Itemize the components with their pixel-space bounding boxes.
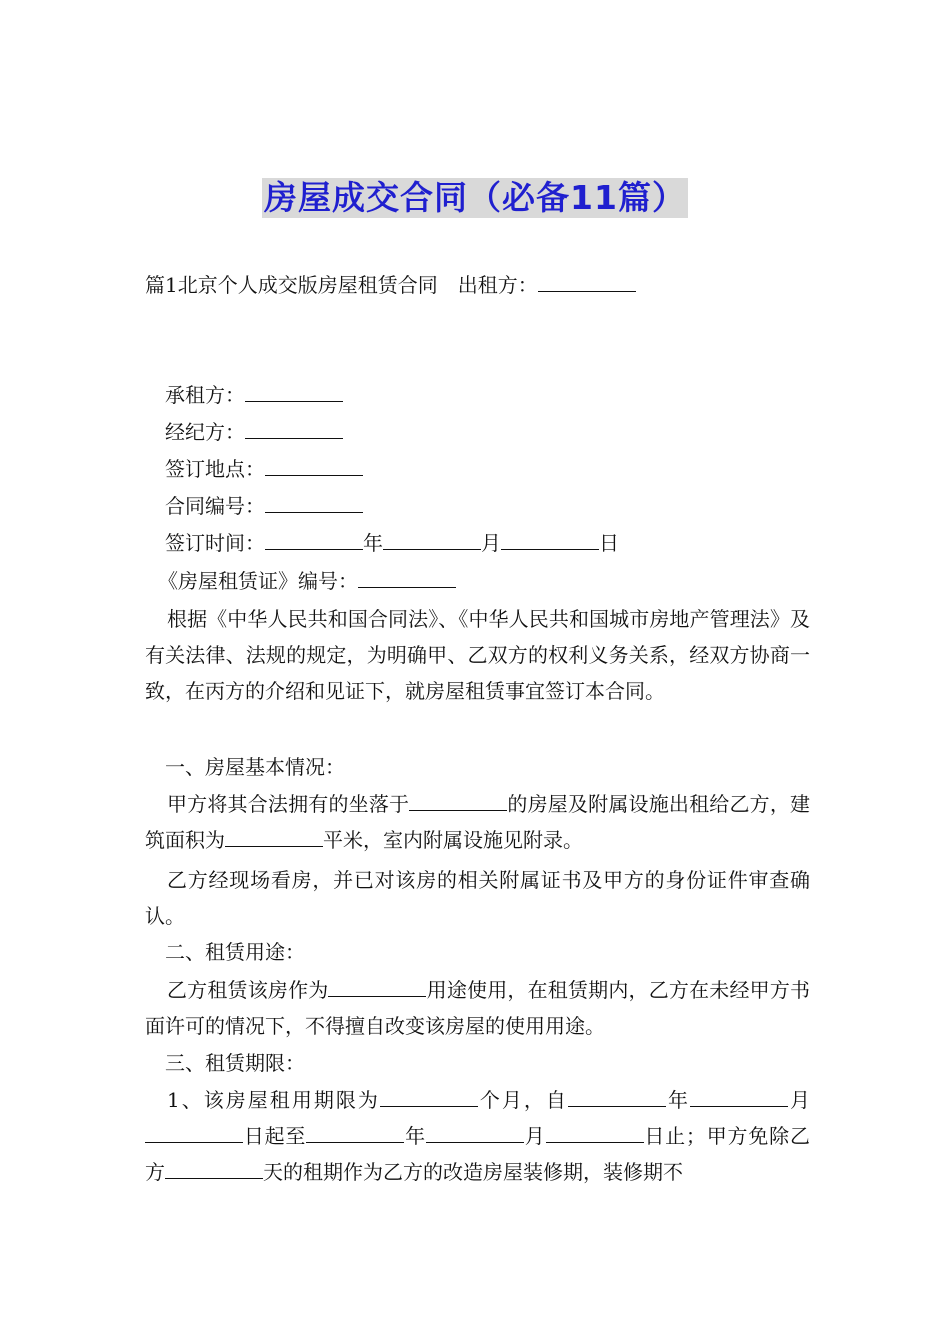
section3-p1-i: 天的租期作为乙方的改造房屋装修期，装修期不 [263, 1160, 683, 1184]
end-year-blank [306, 1122, 404, 1143]
start-day-blank [145, 1122, 243, 1143]
end-month-blank [426, 1122, 524, 1143]
lessor-blank [538, 271, 636, 292]
first-line [145, 270, 636, 300]
section2-p1-b: 用途使用，在租赁期内，乙方在未经甲方书面许可的情况下，不得擅自改变该房屋的使用用途。 [145, 978, 811, 1038]
sign-month-blank [383, 529, 481, 550]
field-location-label: 签订地点： [165, 457, 265, 481]
section3-p1-f: 年 [404, 1124, 426, 1148]
section3-p1-e: 日起至 [243, 1124, 307, 1148]
field-lessee-label: 承租方： [165, 383, 245, 407]
section1-heading: 一、房屋基本情况： [165, 755, 345, 779]
field-location [165, 454, 363, 484]
section1-p1-c: 平米，室内附属设施见附录。 [323, 828, 583, 852]
usage-blank [328, 976, 426, 997]
title-wrap [0, 178, 950, 218]
lease-cert-blank [358, 567, 456, 588]
field-contract-number-blank [265, 492, 363, 513]
field-contract-number-label: 合同编号： [165, 494, 265, 518]
sign-day-blank [501, 529, 599, 550]
section1-p1-b: 的房屋及附属设施出租给乙方，建筑面积为 [145, 792, 811, 852]
section2-paragraph1 [145, 972, 810, 1044]
field-lessee-blank [245, 381, 343, 402]
intro-paragraph: 根据《中华人民共和国合同法》、《中华人民共和国城市房地产管理法》及有关法律、法规的规定，为明确甲、乙双方的权利义务关系，经双方协商一致，在丙方的介绍和见证下，就房屋租赁事宜签订本合同。 [145, 607, 810, 703]
document-title: 房屋成交合同（必备11篇） [264, 178, 686, 217]
section3-p1-h: 日止；甲方免除乙方 [145, 1124, 810, 1184]
field-agent-label: 经纪方： [165, 420, 245, 444]
field-lease-cert [158, 566, 456, 596]
location-blank [409, 790, 507, 811]
section2-heading: 二、租赁用途： [165, 940, 305, 964]
sign-year-blank [265, 529, 363, 550]
end-day-blank [546, 1122, 644, 1143]
section3-heading: 三、租赁期限： [165, 1051, 305, 1075]
lease-cert-label: 《房屋租赁证》编号： [158, 569, 358, 593]
sign-day-unit: 日 [599, 531, 619, 555]
section3-p1-d: 月 [787, 1088, 810, 1112]
months-blank [380, 1086, 478, 1107]
sign-year-unit: 年 [363, 531, 383, 555]
section3-p1-g: 月 [523, 1124, 546, 1148]
section1-p1-a: 甲方将其合法拥有的坐落于 [167, 792, 410, 816]
start-year-blank [568, 1086, 666, 1107]
section1-paragraph1 [145, 786, 810, 858]
field-lessee [165, 380, 343, 410]
section1-paragraph2: 乙方经现场看房，并已对该房的相关附属证书及甲方的身份证件审查确认。 [145, 868, 810, 928]
first-line-text: 篇1北京个人成交版房屋租赁合同 出租方： [145, 273, 538, 297]
sign-time-label: 签订时间： [165, 531, 265, 555]
section3-p1-c: 年 [665, 1088, 690, 1112]
section2-p1-a: 乙方租赁该房作为 [167, 978, 329, 1002]
field-location-blank [265, 455, 363, 476]
field-sign-time [165, 528, 619, 558]
field-agent-blank [245, 418, 343, 439]
area-blank [225, 826, 323, 847]
start-month-blank [690, 1086, 788, 1107]
sign-month-unit: 月 [481, 531, 501, 555]
section3-p1-a: 1、该房屋租用期限为 [167, 1088, 380, 1112]
field-agent [165, 417, 343, 447]
free-days-blank [165, 1158, 263, 1179]
section3-p1-b: 个月，自 [477, 1088, 568, 1112]
field-contract-number [165, 491, 363, 521]
section3-paragraph1 [145, 1082, 810, 1190]
